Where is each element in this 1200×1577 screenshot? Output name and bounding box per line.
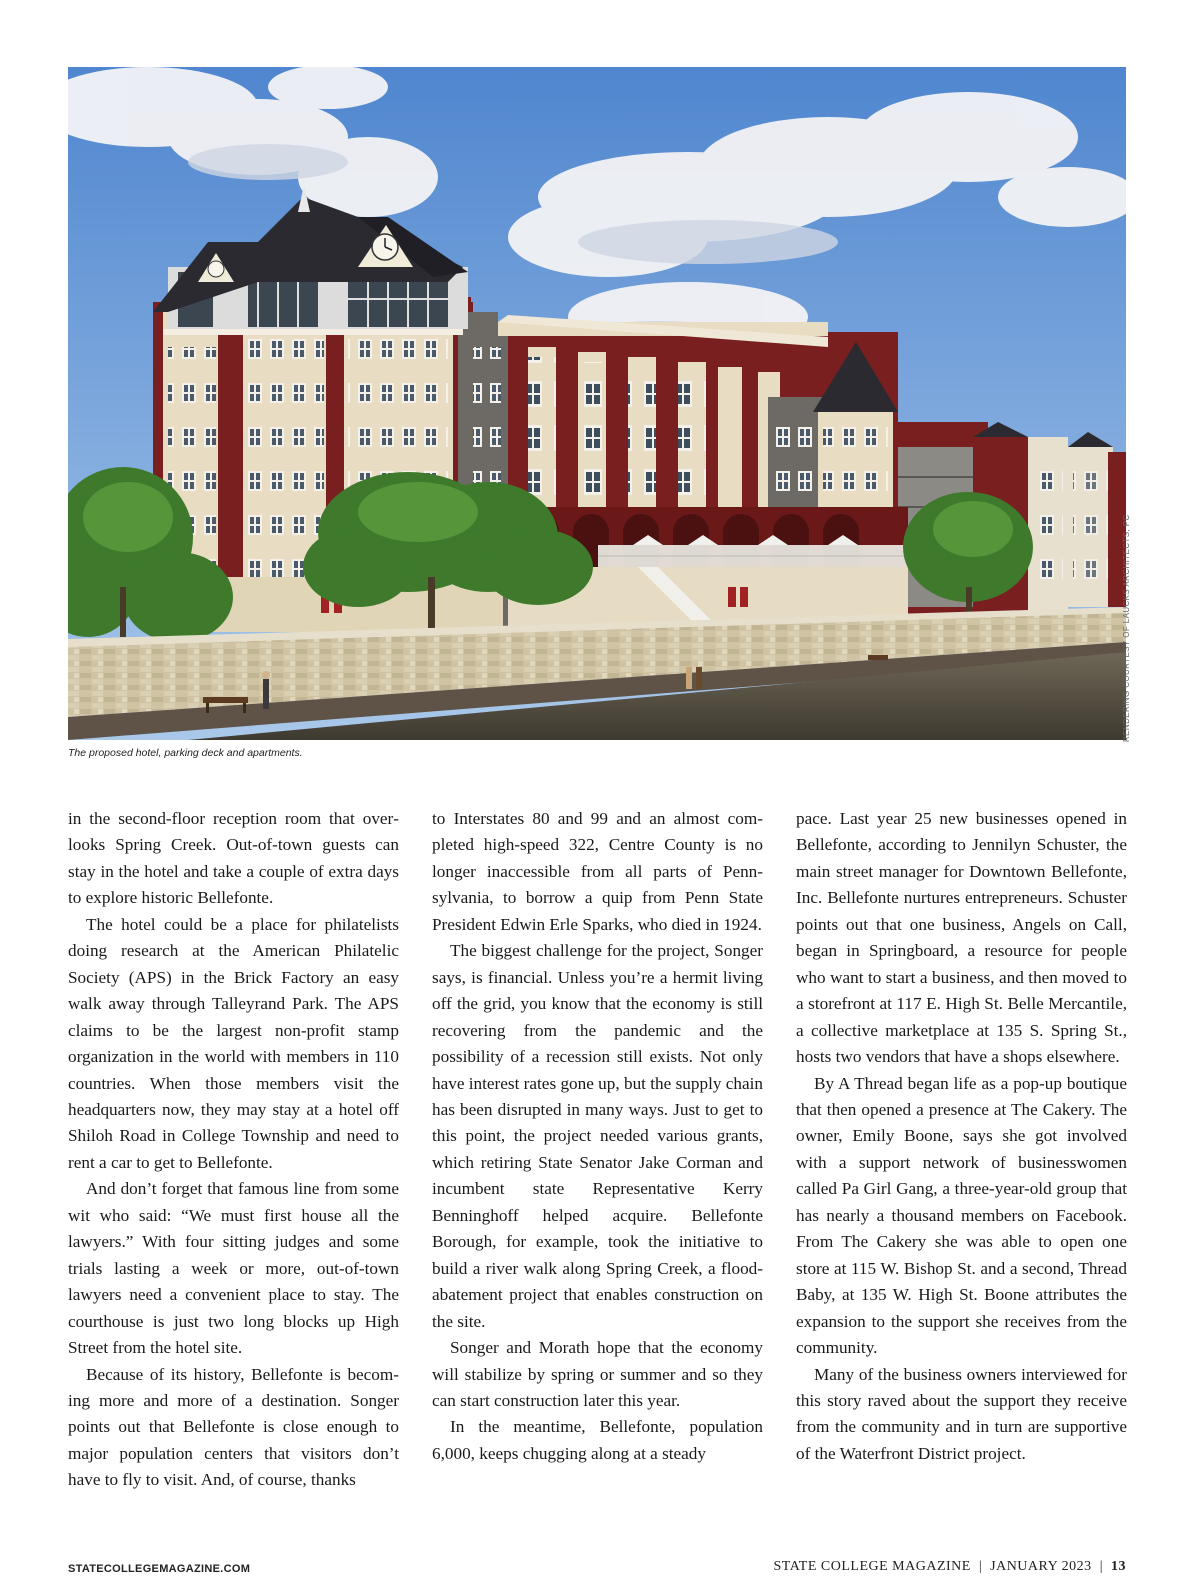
page-number: 13 xyxy=(1111,1559,1126,1574)
text-column-2 xyxy=(432,806,763,1467)
figure-caption: The proposed hotel, parking deck and apartments. xyxy=(68,747,303,759)
footer-separator: | xyxy=(1099,1559,1103,1574)
rendering-illustration xyxy=(68,67,1126,740)
paragraph: In the meantime, Bellefonte, population 6,000, keeps chugging along at a steady xyxy=(432,1417,763,1463)
paragraph: Many of the business owners interviewed for this story raved about the support they receive from the community and in turn are supportive of the Waterfront District project. xyxy=(796,1364,1127,1463)
text-column-3 xyxy=(796,806,1127,1467)
paragraph: By A Thread began life as a pop-up boutique that then opened a presence at The Cakery. The owner, Emily Boone, says she got involved with a support network of businesswomen called Pa Girl Gang, a three-year-old group that has nearly a thousand members on Facebook. From The Cakery she was able to open one store at 115 W. Bishop St. and a second, Thread Baby, at 135 W. High St. Boone attributes the expansion to the support she receives from the community. xyxy=(796,1073,1127,1358)
footer-website: STATECOLLEGEMAGAZINE.COM xyxy=(68,1563,251,1575)
paragraph: pace. Last year 25 new businesses opened in Bellefonte, according to Jennilyn Schuster, the main street manager for Downtown Bellefonte, Inc. Bellefonte nurtures entrepreneurs. Schuster points out that one business, Angels on Call, began in Springboard, a resource for people who want to start a business, and then moved to a storefront at 117 E. High St. Belle Mercantile, a collective marketplace at 135 S. Spring St., hosts two vendors that have a shops elsewhere. xyxy=(796,809,1127,1067)
paragraph: The biggest challenge for the project, Songer says, is financial. Unless you’re a hermit living off the grid, you know that the economy is still recovering from the pandemic and the possibility of a recession still exists. Not only have interest rates gone up, but the supply chain has been disrupted in many ways. Just to get to this point, the project needed various grants, which retiring State Senator Jake Corman and incumbent state Representative Kerry Benninghoff helped acquire. Bellefonte Borough, for example, took the initiative to build a river walk along Spring Creek, a flood-abatement project that enables construction on the site. xyxy=(432,941,763,1331)
photo-credit: RENDERING COURTESY OF LAUCKS ARCHITECTS, PC xyxy=(1122,514,1131,742)
footer-separator: | xyxy=(978,1559,983,1574)
footer-folio xyxy=(774,1559,1126,1575)
paragraph: And don’t forget that famous line from some wit who said: “We must first house all the lawyers.” With four sitting judges and some trials lasting a week or more, out-of-town lawyers need a convenient place to stay. The courthouse is just two long blocks up High Street from the hotel site. xyxy=(68,1179,399,1358)
hotel-rendering xyxy=(68,67,1126,740)
paragraph: The hotel could be a place for philatelists doing research at the American Philatelic Society (APS) in the Brick Factory an easy walk away through Talleyrand Park. The APS claims to be the largest non-profit stamp organization in the world with members in 110 countries. When those members visit the headquarters now, they may stay at a hotel off Shiloh Road in College Township and need to rent a car to get to Bellefonte. xyxy=(68,914,399,1172)
paragraph: Because of its history, Bellefonte is becoming more and more of a destination. Songer points out that Bellefonte is close enough to major population centers that visitors don’t have to fly to visit. And, of course, thanks xyxy=(68,1364,399,1490)
footer-issue: JANUARY 2023 xyxy=(990,1559,1092,1574)
paragraph: Songer and Morath hope that the economy will stabilize by spring or summer and so they can start construction later this year. xyxy=(432,1338,763,1410)
paragraph: in the second-floor reception room that overlooks Spring Creek. Out-of-town guests can stay in the hotel and take a couple of extra days to explore historic Bellefonte. xyxy=(68,809,399,908)
text-column-1 xyxy=(68,806,399,1494)
footer-magazine-name: STATE COLLEGE MAGAZINE xyxy=(773,1559,971,1574)
paragraph: to Interstates 80 and 99 and an almost completed high-speed 322, Centre County is no longer inaccessible from all parts of Pennsylvania, to borrow a quip from Penn State President Edwin Erle Sparks, who died in 1924. xyxy=(432,809,763,934)
